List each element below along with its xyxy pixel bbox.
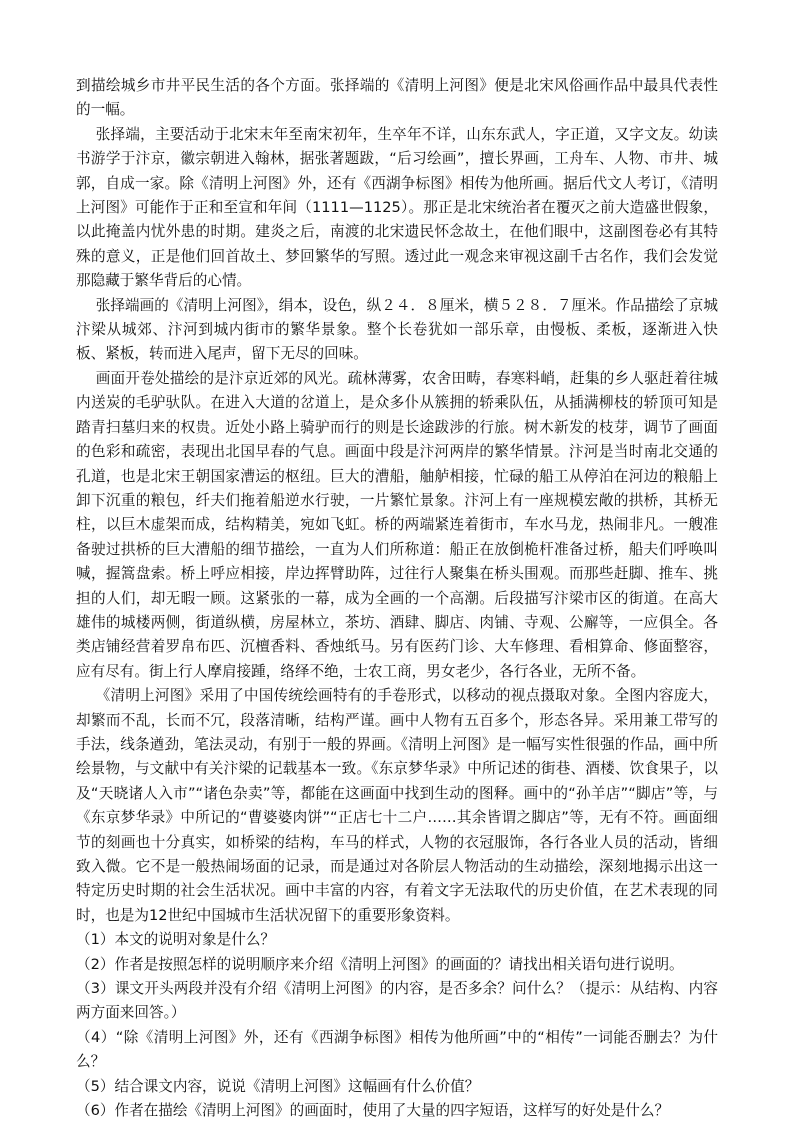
question-item-3: （3）课文开头两段并没有介绍《清明上河图》的内容，是否多余？问什么？（提示：从结构、内容两方面来回答。）: [76, 980, 718, 1022]
question-list: [76, 928, 718, 1123]
question-item-1: （1）本文的说明对象是什么？: [76, 931, 276, 949]
question-item-5: （5）结合课文内容，说说《清明上河图》这幅画有什么价值？: [76, 1077, 480, 1095]
question-item-6: （6）作者在描绘《清明上河图》的画面时，使用了大量的四字短语，这样写的好处是什么？: [76, 1102, 670, 1120]
paragraph-intro-continuation: 到描绘城乡市井平民生活的各个方面。张择端的《清明上河图》便是北宋风俗画作品中最具代表性的一幅。: [76, 77, 718, 119]
paragraph-painting-scenes: 画面开卷处描绘的是汴京近郊的风光。疏林薄雾，农舍田畴，春寒料峭，赶集的乡人驱赶着往城内送炭的毛驴驮队。在进入大道的岔道上，是众多仆从簇拥的轿乘队伍，从插满柳枝的轿顶可知是踏青扫墓归来的权贵。近处小路上骑驴而行的则是长途跋涉的行旅。树木新发的枝芽，调节了画面的色彩和疏密，表现出北国早春的气息。画面中段是汴河两岸的繁华情景。汴河是当时南北交通的孔道，也是北宋王朝国家漕运的枢纽。巨大的漕船，舳舻相接，忙碌的船工从停泊在河边的粮船上卸下沉重的粮包，纤夫们拖着船逆水行驶，一片繁忙景象。汴河上有一座规模宏敞的拱桥，其桥无柱，以巨木虚架而成，结构精美，宛如飞虹。桥的两端紧连着街市，车水马龙，热闹非凡。一艘准备驶过拱桥的巨大漕船的细节描绘，一直为人们所称道：船正在放倒桅杆准备过桥，船夫们呼唤叫喊，握篙盘索。桥上呼应相接，岸边挥臂助阵，过往行人聚集在桥头围观。而那些赶脚、推车、挑担的人们，却无暇一顾。这紧张的一幕，成为全画的一个高潮。后段描写汴梁市区的街道。在高大雄伟的城楼两侧，街道纵横，房屋林立，茶坊、酒肆、脚店、肉铺、寺观、公廨等，一应俱全。各类店铺经营着罗帛布匹、沉檀香料、香烛纸马。另有医药门诊、大车修理、看相算命、修面整容，应有尽有。街上行人摩肩接踵，络绎不绝，士农工商，男女老少，各行各业，无所不备。: [76, 369, 718, 680]
paragraph-painting-value: 《清明上河图》采用了中国传统绘画特有的手卷形式，以移动的视点摄取对象。全图内容庞大，却繁而不乱，长而不冗，段落清晰，结构严谨。画中人物有五百多个，形态各异。采用兼工带写的手法，线条遒劲，笔法灵动，有别于一般的界画。《清明上河图》是一幅写实性很强的作品，画中所绘景物，与文献中有关汴梁的记载基本一致。《东京梦华录》中所记述的街巷、酒楼、饮食果子，以及“天晓诸人入市”“诸色杂卖”等，都能在这画面中找到生动的图释。画中的“孙羊店”“脚店”等，与《东京梦华录》中所记的“曹婆婆肉饼”“正店七十二户……其余皆谓之脚店”等，无有不符。画面细节的刻画也十分真实，如桥梁的结构，车马的样式，人物的衣冠服饰，各行各业人员的活动，皆细致入微。它不是一般热闹场面的记录，而是通过对各阶层人物活动的生动描绘，深刻地揭示出这一特定历史时期的社会生活状况。画中丰富的内容，有着文字无法取代的历史价值，在艺术表现的同时，也是为12世纪中国城市生活状况留下的重要形象资料。: [76, 687, 718, 924]
question-item-2: （2）作者是按照怎样的说明顺序来介绍《清明上河图》的画面的？请找出相关语句进行说明。: [76, 955, 684, 973]
question-item-4: （4）“除《清明上河图》外，还有《西湖争标图》相传为他所画”中的“相传”一词能否删去？为什么？: [76, 1028, 718, 1071]
paragraph-painting-overview: 张择端画的《清明上河图》，绢本，设色，纵２４．８厘米，横５２８．７厘米。作品描绘了京城汴梁从城郊、汴河到城内街市的繁华景象。整个长卷犹如一部乐章，由慢板、柔板，逐渐进入快板、紧板，转而进入尾声，留下无尽的回味。: [76, 296, 718, 363]
document-page: [76, 74, 718, 1123]
article-body: [76, 74, 718, 928]
paragraph-author-bio: 张择端，主要活动于北宋末年至南宋初年，生卒年不详，山东东武人，字正道，又字文友。幼读书游学于汴京，徽宗朝进入翰林，据张著题跋，“后习绘画”，擅长界画，工舟车、人物、市井、城郭，自成一家。除《清明上河图》外，还有《西湖争标图》相传为他所画。据后代文人考订，《清明上河图》可能作于正和至宣和年间（1111—1125）。那正是北宋统治者在覆灭之前大造盛世假象，以此掩盖内忧外患的时期。建炎之后，南渡的北宋遗民怀念故土，在他们眼中，这副图卷必有其特殊的意义，正是他们回首故土、梦回繁华的写照。透过此一观念来审视这副千古名作，我们会发觉那隐藏于繁华背后的心情。: [76, 125, 718, 290]
